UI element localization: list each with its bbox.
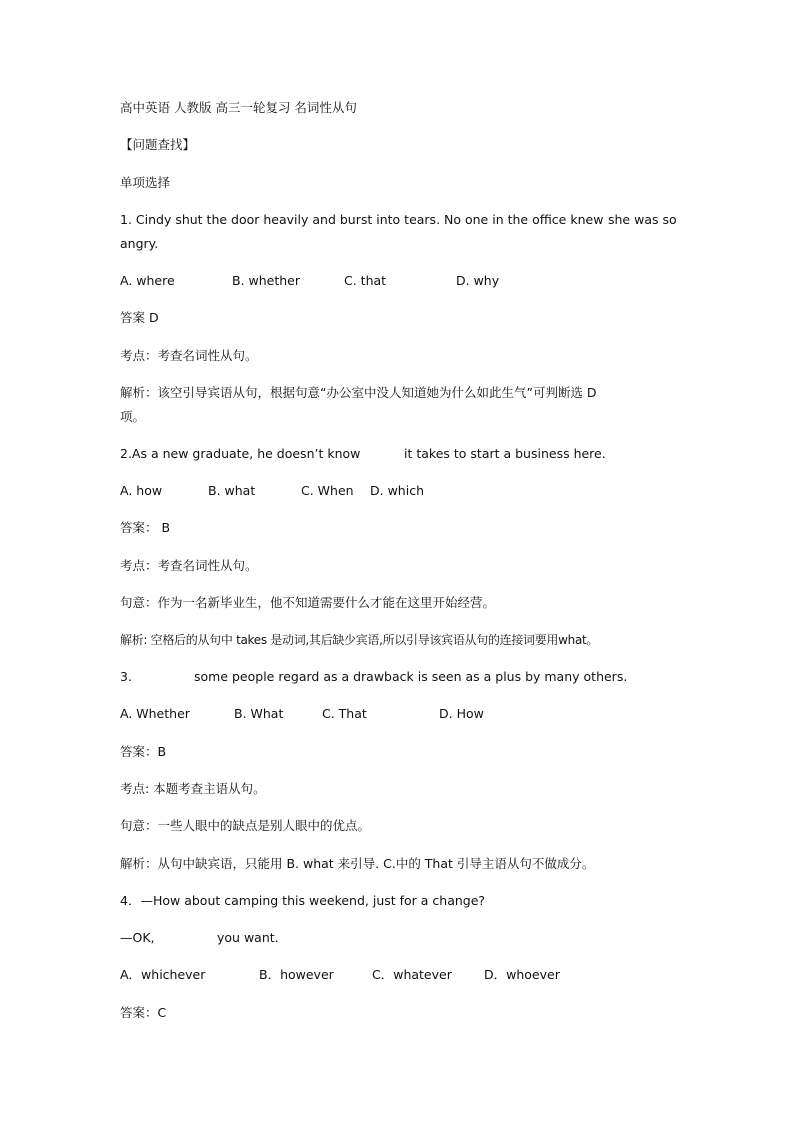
q3-option-d: D. How	[439, 706, 484, 721]
q4-option-d: D．whoever	[484, 967, 560, 982]
q1-option-b: B. whether	[232, 273, 301, 288]
q4-option-a: A．whichever	[120, 967, 206, 982]
q2-option-b: B. what	[208, 483, 256, 498]
q1-answer: 答案 D	[120, 310, 159, 325]
q4-options	[120, 967, 680, 983]
q3-number: 3.	[120, 669, 132, 684]
q4-option-c: C．whatever	[372, 967, 452, 982]
q3-meaning: 句意：一些人眼中的缺点是别人眼中的优点。	[120, 818, 371, 833]
q2-meaning: 句意：作为一名新毕业生，他不知道需要什么才能在这里开始经营。	[120, 595, 496, 610]
q4-stem-right: you want.	[217, 930, 279, 945]
q3-option-c: C. That	[322, 706, 367, 721]
q1-option-d: D. why	[456, 273, 500, 288]
section-heading: 【问题查找】	[120, 137, 196, 152]
q3-options	[120, 706, 680, 722]
q3-option-a: A. Whether	[120, 706, 190, 721]
q1-stem-part1: 1. Cindy shut the door heavily and burst into tears. No one in the office knew	[120, 212, 604, 227]
q3-option-b: B. What	[234, 706, 284, 721]
q1-stem-part2: she was so	[608, 212, 677, 227]
q1-stem-line1	[120, 212, 676, 228]
page-title: 高中英语 人教版 高三一轮复习 名词性从句	[120, 100, 357, 115]
q4-stem-line1: 4．—How about camping this weekend, just for a change?	[120, 893, 486, 908]
q1-analysis-line1: 解析：该空引导宾语从句，根据句意“办公室中没人知道她为什么如此生气”可判断选 D	[120, 385, 597, 400]
q2-option-a: A. how	[120, 483, 163, 498]
subsection-heading: 单项选择	[120, 175, 171, 190]
q2-stem	[120, 446, 676, 462]
q1-analysis-line2: 项。	[120, 409, 146, 424]
q2-analysis: 解析: 空格后的从句中 takes 是动词,其后缺少宾语,所以引导该宾语从句的连接词要用what。	[120, 633, 599, 647]
q1-option-c: C. that	[344, 273, 387, 288]
q2-point: 考点：考查名词性从句。	[120, 558, 258, 573]
q2-stem-part1: 2.As a new graduate, he doesn’t know	[120, 446, 361, 461]
q3-stem	[120, 669, 676, 685]
q3-point: 考点: 本题考查主语从句。	[120, 781, 266, 796]
q4-answer: 答案：C	[120, 1005, 167, 1020]
q4-stem-left: —OK,	[120, 930, 155, 945]
q2-option-c: C. When	[301, 483, 354, 498]
q3-stem-text: some people regard as a drawback is seen as a plus by many others.	[194, 669, 628, 684]
q3-answer: 答案：B	[120, 744, 167, 759]
q2-answer: 答案： B	[120, 520, 171, 535]
q3-analysis: 解析：从句中缺宾语，只能用 B. what 来引导. C.中的 That 引导主语从句不做成分。	[120, 856, 595, 871]
q1-stem-line2: angry.	[120, 236, 159, 251]
q4-stem-line2	[120, 930, 676, 946]
q2-option-d: D. which	[370, 483, 424, 498]
q1-point: 考点：考查名词性从句。	[120, 348, 258, 363]
q1-option-a: A. where	[120, 273, 175, 288]
q1-options	[120, 273, 680, 289]
q2-options	[120, 483, 680, 499]
q4-option-b: B．however	[259, 967, 334, 982]
q2-stem-part2: it takes to start a business here.	[404, 446, 606, 461]
